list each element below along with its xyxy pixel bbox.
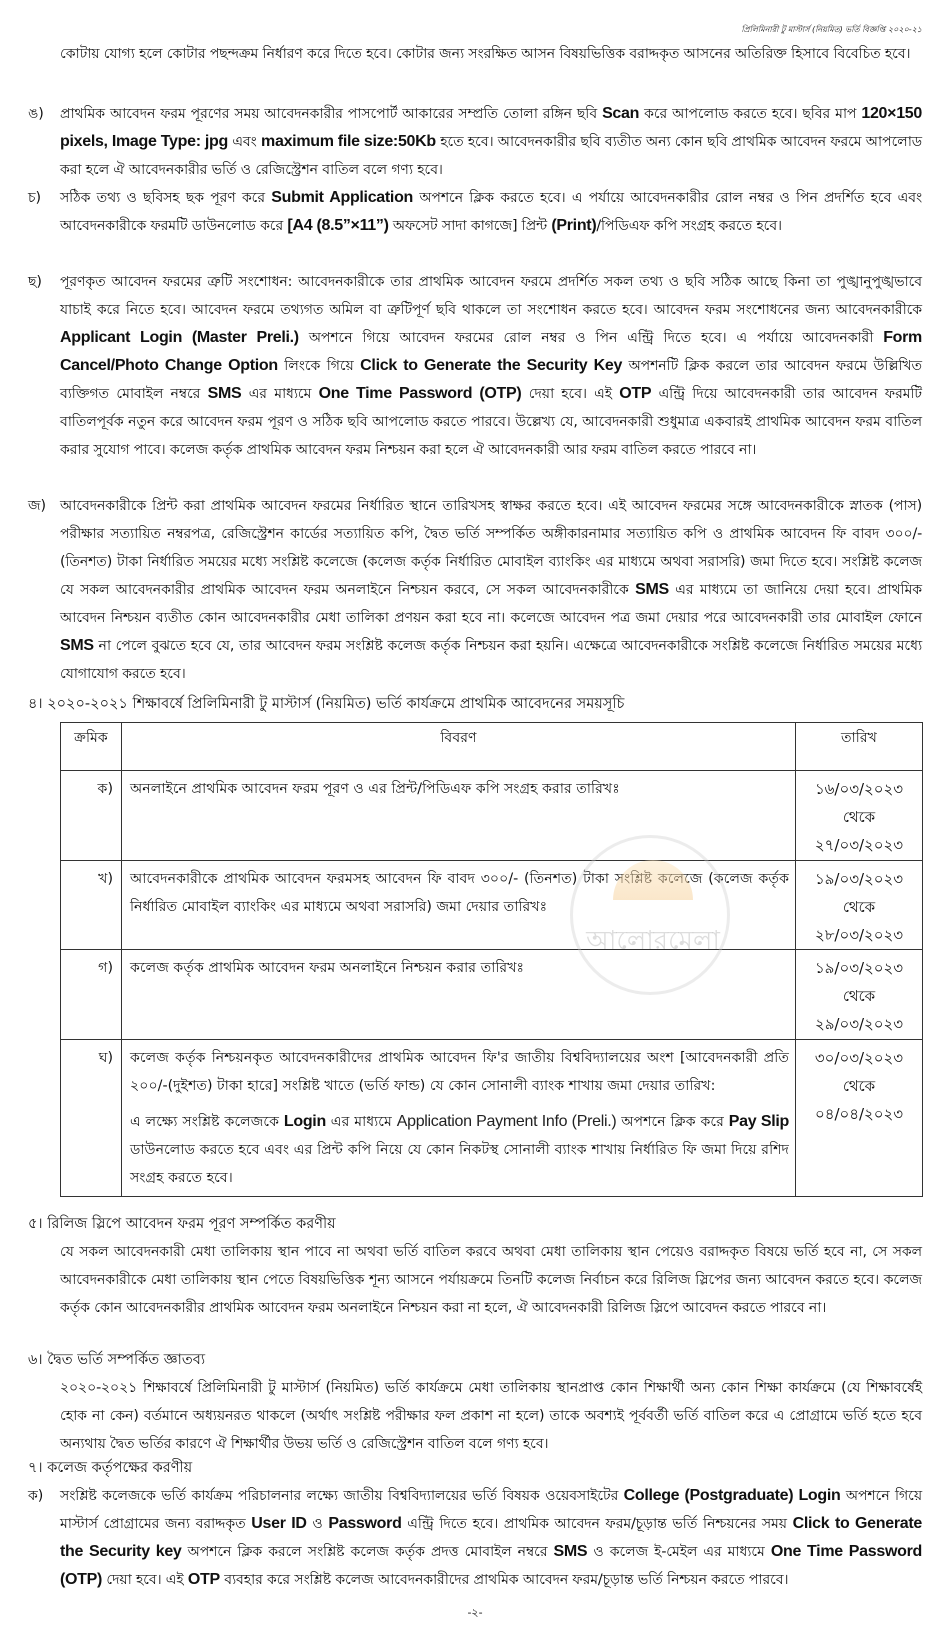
item-text — [60, 274, 922, 458]
date-to: ২৭/০৩/২০২৩ — [814, 836, 904, 854]
english-term: OTP — [619, 385, 652, 402]
text-run: /পিডিএফ কপি সংগ্রহ করতে হবে। — [596, 218, 782, 234]
text-run: এর মাধ্যমে — [241, 386, 319, 402]
watermark-text: আলোরমেলা — [586, 926, 720, 956]
row-description: কলেজ কর্তৃক প্রাথমিক আবেদন ফরম অনলাইনে নিশ্চয়ন করার তারিখঃ — [122, 950, 796, 1040]
section-7-item-ka — [28, 1482, 922, 1594]
item-text — [60, 498, 922, 682]
english-term: One Time Password (OTP) — [60, 1543, 922, 1588]
english-term: maximum file size:50Kb — [261, 133, 436, 150]
row-description — [122, 1040, 796, 1197]
text-run: অপশনে ক্লিক করে — [616, 1114, 729, 1130]
text-run: এবং — [228, 134, 262, 150]
item-cha — [28, 184, 922, 240]
item-label: ছ) — [28, 274, 42, 290]
text-run: পূরণকৃত আবেদন ফরমের ত্রুটি সংশোধন: আবেদনকারীকে তার প্রাথমিক আবেদন ফরমে প্রদর্শিত সকল তথ্য ও ছবি সঠিক আছে কিনা তা পুঙ্খানুপুঙ্খভাবে যাচাই করে নিতে হবে। আবেদন ফরমে তথ্যগত অমিল বা ত্রুটিপূর্ণ ছবি থাকলে তা সংশোধন করতে হবে। আবেদন ফরম সংশোধনের জন্য আবেদনকারীকে — [60, 274, 922, 318]
item-label: ক) — [28, 1488, 44, 1504]
intro-continuation: কোটায় যোগ্য হলে কোটার পছন্দক্রম নির্ধারণ করে দিতে হবে। কোটার জন্য সংরক্ষিত আসন বিষয়ভিত্তিক বরাদ্দকৃত আসনের অতিরিক্ত হিসাবে বিবেচিত হবে। — [60, 46, 911, 62]
item-label: ঙ) — [28, 106, 44, 122]
english-term: (Print) — [551, 217, 597, 234]
date-to: ০৪/০৪/২০২৩ — [814, 1105, 904, 1123]
row-description-note — [130, 1108, 789, 1192]
text-run: দেয়া হবে। এই — [102, 1572, 188, 1588]
english-term: Password — [328, 1515, 402, 1532]
text-run: না পেলে বুঝতে হবে যে, তার আবেদন ফরম সংশ্লিষ্ট কলেজ কর্তৃক নিশ্চয়ন করা হয়নি। এক্ষেত্রে আবেদনকারীকে সংশ্লিষ্ট কলেজে নির্ধারিত সময়ের মধ্যে যোগাযোগ করতে হবে। — [60, 638, 922, 682]
text-run: ডাউনলোড করতে হবে এবং এর প্রিন্ট কপি নিয়ে যে কোন নিকটস্থ সোনালী ব্যাংক শাখায় নির্ধারিত ফি জমা দিয়ে রশিদ সংগ্রহ করতে হবে। — [130, 1142, 789, 1186]
text-run: ও কলেজ ই-মেইল এর মাধ্যমে — [587, 1544, 771, 1560]
text-run: সংশ্লিষ্ট কলেজকে ভর্তি কার্যক্রম পরিচালনার লক্ষ্যে জাতীয় বিশ্ববিদ্যালয়ের ভর্তি বিষয়ক ওয়েবসাইটের — [60, 1488, 624, 1504]
table-row — [61, 861, 923, 950]
running-header: প্রিলিমিনারী টু মাস্টার্স (নিয়মিত) ভর্তি বিজ্ঞপ্তি ২০২০-২১ — [741, 25, 922, 34]
text-run: অপশনে ক্লিক করতে হবে। এ পর্যায়ে আবেদনকারীর রোল নম্বর ও পিন প্রদর্শিত হবে এবং আবেদনকারীকে ফরমটি ডাউনলোড করে — [60, 190, 922, 234]
item-ja — [28, 492, 922, 688]
date-separator: থেকে — [842, 808, 876, 826]
english-term: One Time Password (OTP) — [318, 385, 522, 402]
text-run: এন্ট্রি দিয়ে আবেদনকারী তার আবেদন ফরমটি বাতিলপূর্বক নতুন করে আবেদন ফরম পূরণ ও সঠিক ছবি আপলোড করতে পারবে। উল্লেখ্য যে, আবেদনকারী শুধুমাত্র একবারই প্রাথমিক আবেদন ফরম বাতিল করার সুযোগ পাবে। কলেজ কর্তৃক প্রাথমিক আবেদন ফরম নিশ্চয়ন করা হলে ঐ আবেদনকারী আর ফরম বাতিল করতে পারবে না। — [60, 386, 922, 458]
text-run: অপশনে গিয়ে আবেদন ফরমের রোল নম্বর ও পিন এন্ট্রি দিতে হবে। এ পর্যায়ে আবেদনকারী — [298, 330, 884, 346]
item-label: জ) — [28, 498, 46, 514]
text-run: অপশনে গিয়ে মাস্টার্স প্রোগ্রামের জন্য বরাদ্দকৃত — [60, 1488, 922, 1532]
english-term: SMS — [635, 581, 669, 598]
item-nga — [28, 100, 922, 184]
row-description-main: কলেজ কর্তৃক নিশ্চয়নকৃত আবেদনকারীদের প্রাথমিক আবেদন ফি'র জাতীয় বিশ্ববিদ্যালয়ের অংশ [আবেদনকারী প্রতি ২০০/-(দুইশত) টাকা হারে] সংশ্লিষ্ট খাতে (ভর্তি ফান্ড) যে কোন সোনালী ব্যাংক শাখায় জমা দেয়ার তারিখ: — [130, 1050, 789, 1094]
row-date — [796, 861, 923, 950]
table-row — [61, 1040, 923, 1197]
english-term: SMS — [207, 385, 242, 402]
text-run: লিংকে গিয়ে — [277, 358, 361, 374]
english-term: Applicant Login (Master Preli.) — [60, 329, 299, 346]
text-run: এন্ট্রি দিতে হবে। প্রাথমিক আবেদন ফরম/চূড়ান্ত ভর্তি নিশ্চয়নের সময় — [401, 1516, 793, 1532]
english-term: Pay Slip — [728, 1113, 789, 1130]
date-to: ২৮/০৩/২০২৩ — [814, 926, 904, 944]
english-term: Form Cancel/Photo Change Option — [60, 329, 922, 374]
item-text — [60, 190, 922, 234]
text-run: প্রাথমিক আবেদন ফরম পূরণের সময় আবেদনকারীর পাসপোর্ট আকারের সম্প্রতি তোলা রঙ্গিন ছবি — [60, 106, 603, 122]
english-term: Click to Generate the Security Key — [360, 357, 623, 374]
date-from: ১৬/০৩/২০২৩ — [814, 780, 904, 798]
header-date: তারিখ — [796, 723, 923, 771]
row-serial: খ) — [61, 861, 122, 950]
date-separator: থেকে — [842, 987, 876, 1005]
english-term: SMS — [553, 1543, 588, 1560]
table-header-row — [61, 723, 923, 771]
text-run: এ লক্ষ্যে সংশ্লিষ্ট কলেজকে — [130, 1114, 284, 1130]
section-4-heading: ৪। ২০২০-২০২১ শিক্ষাবর্ষে প্রিলিমিনারী টু মাস্টার্স (নিয়মিত) ভর্তি কার্যক্রমে প্রাথমিক আবেদনের সময়সূচি — [28, 696, 625, 712]
section-6-heading: ৬। দ্বৈত ভর্তি সম্পর্কিত জ্ঞাতব্য — [28, 1352, 206, 1368]
row-date — [796, 1040, 923, 1197]
text-run: অপশনে ক্লিক করলে সংশ্লিষ্ট কলেজ কর্তৃক প্রদত্ত মোবাইল নম্বরে — [181, 1544, 554, 1560]
row-serial: ঘ) — [61, 1040, 122, 1197]
english-term: Application Payment Info (Preli.) — [396, 1113, 617, 1130]
english-term: User ID — [251, 1515, 307, 1532]
text-run: ব্যবহার করে সংশ্লিষ্ট কলেজ আবেদনকারীদের প্রাথমিক আবেদন ফরম/চূড়ান্ত ভর্তি নিশ্চয়ন করতে পারবে। — [219, 1572, 789, 1588]
english-term: SMS — [60, 637, 94, 654]
header-serial: ক্রমিক — [61, 723, 122, 771]
date-separator: থেকে — [842, 1077, 876, 1095]
section-7-heading: ৭। কলেজ কর্তৃপক্ষের করণীয় — [28, 1460, 193, 1476]
english-term: [A4 (8.5”×11”) — [287, 217, 389, 234]
text-run: অফসেট সাদা কাগজে] প্রিন্ট — [388, 218, 552, 234]
english-term: Submit Application — [271, 189, 414, 206]
english-term: Scan — [602, 105, 640, 122]
schedule-table — [60, 722, 923, 1197]
text-run: হতে হবে। আবেদনকারীর ছবি ব্যতীত অন্য কোন ছবি প্রাথমিক আবেদন ফরমে আপলোড করা হলে ঐ আবেদনকারীর ভর্তি ও রেজিস্ট্রেশন বাতিল বলে গণ্য হবে। — [60, 134, 923, 178]
header-description: বিবরণ — [122, 723, 796, 771]
text-run: এর মাধ্যমে তা জানিয়ে দেয়া হবে। প্রাথমিক আবেদন নিশ্চয়ন ব্যতীত কোন আবেদনকারীর মেধা তালিকা প্রণয়ন করা হবে না। কলেজে আবেদন পত্র জমা দেয়ার পরে আবেদনকারী তার মোবাইল ফোনে — [60, 582, 923, 626]
section-6-body: ২০২০-২০২১ শিক্ষাবর্ষে প্রিলিমিনারী টু মাস্টার্স (নিয়মিত) ভর্তি কার্যক্রমে মেধা তালিকায় স্থানপ্রাপ্ত কোন শিক্ষার্থী অন্য কোন শিক্ষা কার্যক্রমে (যে শিক্ষাবর্ষেই হোক না কেন) বর্তমানে অধ্যয়নরত থাকলে (অর্থাৎ সংশ্লিষ্ট পরীক্ষার ফল প্রকাশ না হলে) তাকে অবশ্যই পূর্ববর্তী ভর্তি বাতিল করে এ প্রোগ্রামে ভর্তি হতে হবে অন্যথায় দ্বৈত ভর্তির কারণে ঐ শিক্ষার্থীর উভয় ভর্তি ও রেজিস্ট্রেশন বাতিল বলে গণ্য হবে। — [60, 1380, 922, 1452]
text-run: এর মাধ্যমে — [325, 1114, 397, 1130]
row-serial: ক) — [61, 771, 122, 861]
text-run: করে আপলোড করতে হবে। ছবির মাপ — [639, 106, 862, 122]
section-5-heading: ৫। রিলিজ স্লিপে আবেদন ফরম পূরণ সম্পর্কিত করণীয় — [28, 1216, 336, 1232]
section-5-body: যে সকল আবেদনকারী মেধা তালিকায় স্থান পাবে না অথবা ভর্তি বাতিল করবে অথবা মেধা তালিকায় স্থান পেয়েও বরাদ্দকৃত বিষয়ে ভর্তি হবে না, সে সকল আবেদনকারীকে মেধা তালিকায় স্থান পেতে বিষয়ভিত্তিক শূন্য আসনে পর্যায়ক্রমে তিনটি কলেজ নির্বাচন করে রিলিজ স্লিপের জন্য আবেদন করতে হবে। কলেজ কর্তৃক কোন আবেদনকারীর প্রাথমিক আবেদন ফরম অনলাইনে নিশ্চয়ন করা না হলে, ঐ আবেদনকারী রিলিজ স্লিপে আবেদন করতে পারবে না। — [60, 1244, 922, 1316]
english-term: OTP — [187, 1571, 220, 1588]
table-row — [61, 950, 923, 1040]
text-run: দেয়া হবে। এই — [521, 386, 620, 402]
text-run: ও — [306, 1516, 329, 1532]
date-to: ২৯/০৩/২০২৩ — [814, 1015, 904, 1033]
table-row — [61, 771, 923, 861]
text-run: অপশনটি ক্লিক করলে তার আবেদন ফরমে উল্লিখিত ব্যক্তিগত মোবাইল নম্বরে — [60, 358, 922, 402]
item-chha — [28, 268, 922, 464]
row-date — [796, 771, 923, 861]
english-term: Click to Generate the Security key — [60, 1515, 922, 1560]
english-term: College (Postgraduate) Login — [623, 1487, 841, 1504]
date-from: ১৯/০৩/২০২৩ — [814, 870, 904, 888]
page-number: -২- — [467, 1606, 483, 1619]
row-date — [796, 950, 923, 1040]
item-label: চ) — [28, 190, 41, 206]
row-description: আবেদনকারীকে প্রাথমিক আবেদন ফরমসহ আবেদন ফি বাবদ ৩০০/- (তিনশত) টাকা সংশ্লিষ্ট কলেজে (কলেজ কর্তৃক নির্ধারিত মোবাইল ব্যাংকিং এর মাধ্যমে অথবা সরাসরি) জমা দেয়ার তারিখঃ — [122, 861, 796, 950]
date-separator: থেকে — [842, 898, 876, 916]
english-term: 120×150 pixels, Image Type: jpg — [60, 105, 922, 150]
english-term: Login — [283, 1113, 326, 1130]
row-description: অনলাইনে প্রাথমিক আবেদন ফরম পূরণ ও এর প্রিন্ট/পিডিএফ কপি সংগ্রহ করার তারিখঃ — [122, 771, 796, 861]
date-from: ১৯/০৩/২০২৩ — [814, 959, 904, 977]
row-serial: গ) — [61, 950, 122, 1040]
date-from: ৩০/০৩/২০২৩ — [814, 1049, 904, 1067]
text-run: সঠিক তথ্য ও ছবিসহ ছক পূরণ করে — [60, 190, 272, 206]
item-text — [60, 106, 922, 178]
text-run: আবেদনকারীকে প্রিন্ট করা প্রাথমিক আবেদন ফরমের নির্ধারিত স্থানে তারিখসহ স্বাক্ষর করতে হবে। এই আবেদন ফরমের সঙ্গে আবেদনকারীকে স্নাতক (পাস) পরীক্ষার সত্যায়িত নম্বরপত্র, রেজিস্ট্রেশন কার্ডের সত্যায়িত কপি, দ্বৈত ভর্তি সম্পর্কিত অঙ্গীকারনামার সত্যায়িত কপি ও প্রাথমিক আবেদন ফি বাবদ ৩০০/- (তিনশত) টাকা নির্ধারিত সময়ের মধ্যে সংশ্লিষ্ট কলেজে (কলেজ কর্তৃক নির্ধারিত মোবাইল ব্যাংকিং এর মাধ্যমে অথবা সরাসরি) জমা দিতে হবে। সংশ্লিষ্ট কলেজ যে সকল আবেদনকারীর প্রাথমিক আবেদন ফরম অনলাইনে নিশ্চয়ন করবে, সে সকল আবেদনকারীকে — [60, 498, 922, 598]
item-text — [60, 1488, 922, 1588]
